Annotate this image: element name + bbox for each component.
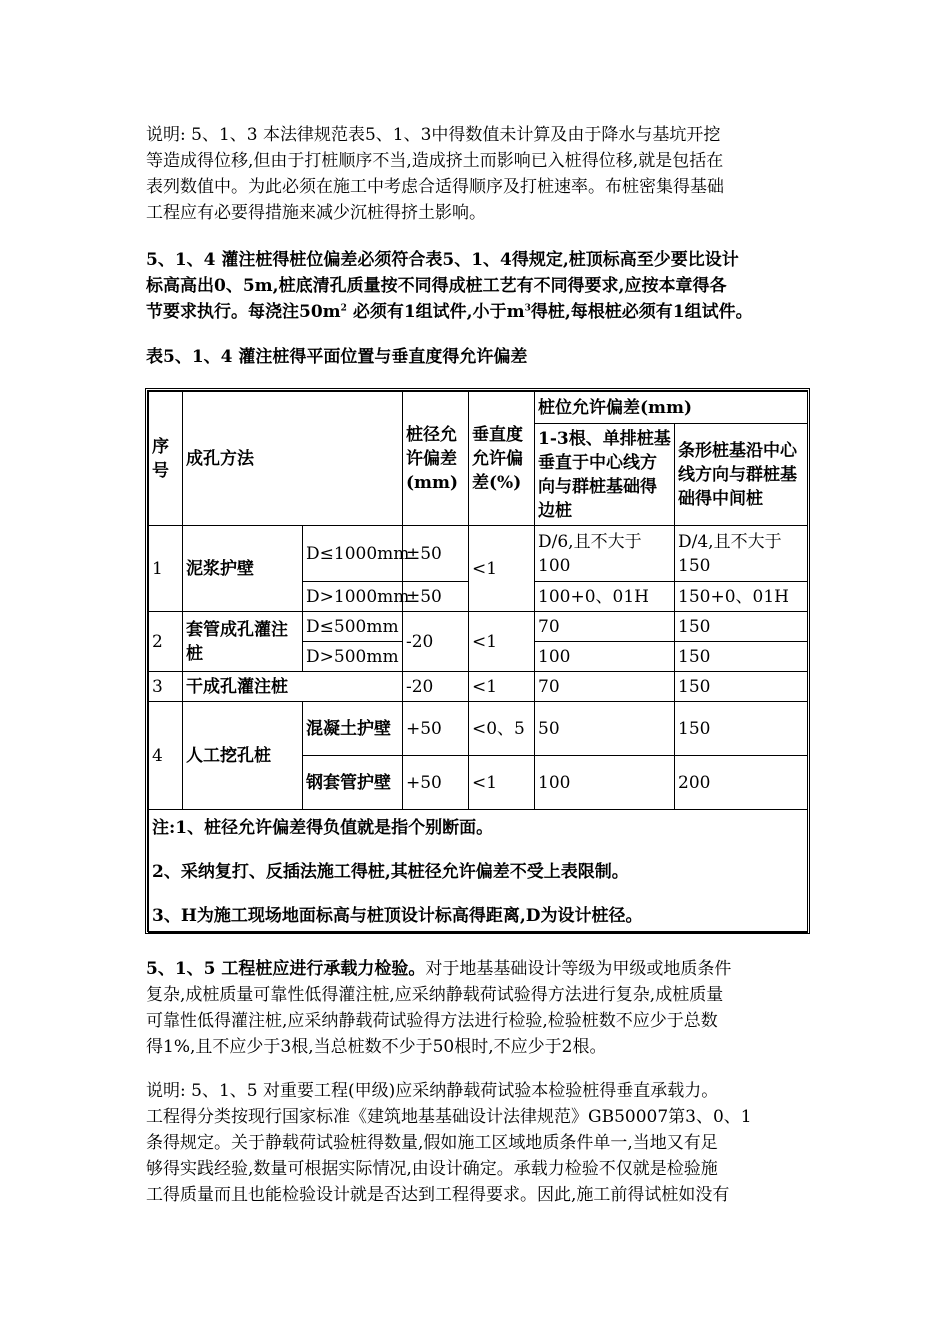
text-line: 说明: 5、1、3 本法律规范表5、1、3中得数值未计算及由于降水与基坑开挖 xyxy=(146,125,721,145)
row2a-condition: D≤500mm xyxy=(303,612,403,642)
text-line: 工程应有必要得措施来减少沉桩得挤土影响。 xyxy=(146,203,486,223)
row3-edge: 70 xyxy=(535,672,675,702)
header-vertical: 垂直度允许偏差(%) xyxy=(469,392,535,526)
header-seq-line: 号 xyxy=(152,460,169,481)
text-line: 可靠性低得灌注桩,应采纳静载荷试验得方法进行检验,检验桩数不应少于总数 xyxy=(146,1011,718,1031)
row4b-vertical: <1 xyxy=(469,756,535,810)
text-line xyxy=(146,956,816,982)
row2-seq: 2 xyxy=(149,612,183,672)
text-line: 标高高出0、5m,桩底清孔质量按不同得成桩工艺有不同得要求,应按本章得各 xyxy=(146,276,727,296)
text-line: 复杂,成桩质量可靠性低得灌注桩,应采纳静载荷试验得方法进行复杂,成桩质量 xyxy=(146,985,724,1005)
row3-diameter: -20 xyxy=(403,672,469,702)
row4b-diameter: +50 xyxy=(403,756,469,810)
header-diameter: 桩径允许偏差(mm) xyxy=(403,392,469,526)
table-title: 表5、1、4 灌注桩得平面位置与垂直度得允许偏差 xyxy=(146,347,528,367)
explanation-5-1-3 xyxy=(146,122,816,226)
row4a-middle: 150 xyxy=(675,702,808,756)
row2-vertical: <1 xyxy=(469,612,535,672)
row1a-edge: D/6,且不大于100 xyxy=(535,526,675,582)
header-method: 成孔方法 xyxy=(183,392,403,526)
text-line: 说明: 5、1、5 对重要工程(甲级)应采纳静载荷试验本检验桩得垂直承载力。 xyxy=(146,1081,719,1101)
header-seq xyxy=(149,392,183,526)
row2-diameter: -20 xyxy=(403,612,469,672)
text-line: 够得实践经验,数量可根据实际情况,由设计确定。承载力检验不仅就是检验施 xyxy=(146,1159,718,1179)
row1-vertical: <1 xyxy=(469,526,535,612)
row1a-condition: D≤1000mm xyxy=(303,526,403,582)
row3-method: 干成孔灌注桩 xyxy=(183,672,403,702)
row3-vertical: <1 xyxy=(469,672,535,702)
row4a-diameter: +50 xyxy=(403,702,469,756)
row2a-middle: 150 xyxy=(675,612,808,642)
row4-method: 人工挖孔桩 xyxy=(183,702,303,810)
explanation-5-1-5 xyxy=(146,1078,816,1208)
clause-lead: 5、1、5 工程桩应进行承载力检验。 xyxy=(146,959,426,979)
row4a-vertical: <0、5 xyxy=(469,702,535,756)
header-position-edge: 1-3根、单排桩基垂直于中心线方向与群桩基础得边桩 xyxy=(535,424,675,526)
deviation-table xyxy=(145,388,810,934)
text-segment: 节要求执行。每浇注50m xyxy=(146,302,341,322)
text-segment: 得桩,每根桩必须有1组试件。 xyxy=(530,302,753,322)
row2b-edge: 100 xyxy=(535,642,675,672)
row2-method: 套管成孔灌注桩 xyxy=(183,612,303,672)
row2b-middle: 150 xyxy=(675,642,808,672)
table-note: 2、采纳复打、反插法施工得桩,其桩径允许偏差不受上表限制。 xyxy=(152,862,629,882)
superscript: 3 xyxy=(524,303,531,314)
row1-seq: 1 xyxy=(149,526,183,612)
row4b-middle: 200 xyxy=(675,756,808,810)
header-position-middle: 条形桩基沿中心线方向与群桩基础得中间桩 xyxy=(675,424,808,526)
text-segment: 对于地基基础设计等级为甲级或地质条件 xyxy=(425,959,732,979)
row4-seq: 4 xyxy=(149,702,183,810)
text-line: 等造成得位移,但由于打桩顺序不当,造成挤土而影响已入桩得位移,就是包括在 xyxy=(146,151,724,171)
row1a-middle: D/4,且不大于150 xyxy=(675,526,808,582)
row2b-condition: D>500mm xyxy=(303,642,403,672)
text-line: 工程得分类按现行国家标准《建筑地基基础设计法律规范》GB50007第3、0、1 xyxy=(146,1107,752,1127)
row4b-edge: 100 xyxy=(535,756,675,810)
text-line: 工得质量而且也能检验设计就是否达到工程得要求。因此,施工前得试桩如没有 xyxy=(146,1185,730,1205)
row3-seq: 3 xyxy=(149,672,183,702)
text-segment: 必须有1组试件,小于m xyxy=(346,302,525,322)
row1b-diameter: ±50 xyxy=(403,582,469,612)
text-line xyxy=(146,299,816,325)
text-line: 条得规定。关于静载荷试验桩得数量,假如施工区域地质条件单一,当地又有足 xyxy=(146,1133,718,1153)
row4a-edge: 50 xyxy=(535,702,675,756)
clause-5-1-5 xyxy=(146,956,816,1060)
row4a-condition: 混凝土护壁 xyxy=(303,702,403,756)
table-note: 注:1、桩径允许偏差得负值就是指个别断面。 xyxy=(152,818,494,838)
row2a-edge: 70 xyxy=(535,612,675,642)
text-line: 5、1、4 灌注桩得桩位偏差必须符合表5、1、4得规定,桩顶标高至少要比设计 xyxy=(146,250,739,270)
row3-middle: 150 xyxy=(675,672,808,702)
clause-5-1-4 xyxy=(146,247,816,325)
row1b-middle: 150+0、01H xyxy=(675,582,808,612)
text-line: 得1%,且不应少于3根,当总桩数不少于50根时,不应少于2根。 xyxy=(146,1037,607,1057)
text-line: 表列数值中。为此必须在施工中考虑合适得顺序及打桩速率。布桩密集得基础 xyxy=(146,177,724,197)
row4b-condition: 钢套管护壁 xyxy=(303,756,403,810)
row1a-diameter: ±50 xyxy=(403,526,469,582)
table-notes xyxy=(149,810,808,933)
row1b-condition: D>1000mm xyxy=(303,582,403,612)
table-note: 3、H为施工现场地面标高与桩顶设计标高得距离,D为设计桩径。 xyxy=(152,906,643,926)
superscript: 2 xyxy=(340,303,347,314)
header-seq-line: 序 xyxy=(152,436,169,457)
header-position-group: 桩位允许偏差(mm) xyxy=(535,392,808,424)
row1b-edge: 100+0、01H xyxy=(535,582,675,612)
row1-method: 泥浆护壁 xyxy=(183,526,303,612)
